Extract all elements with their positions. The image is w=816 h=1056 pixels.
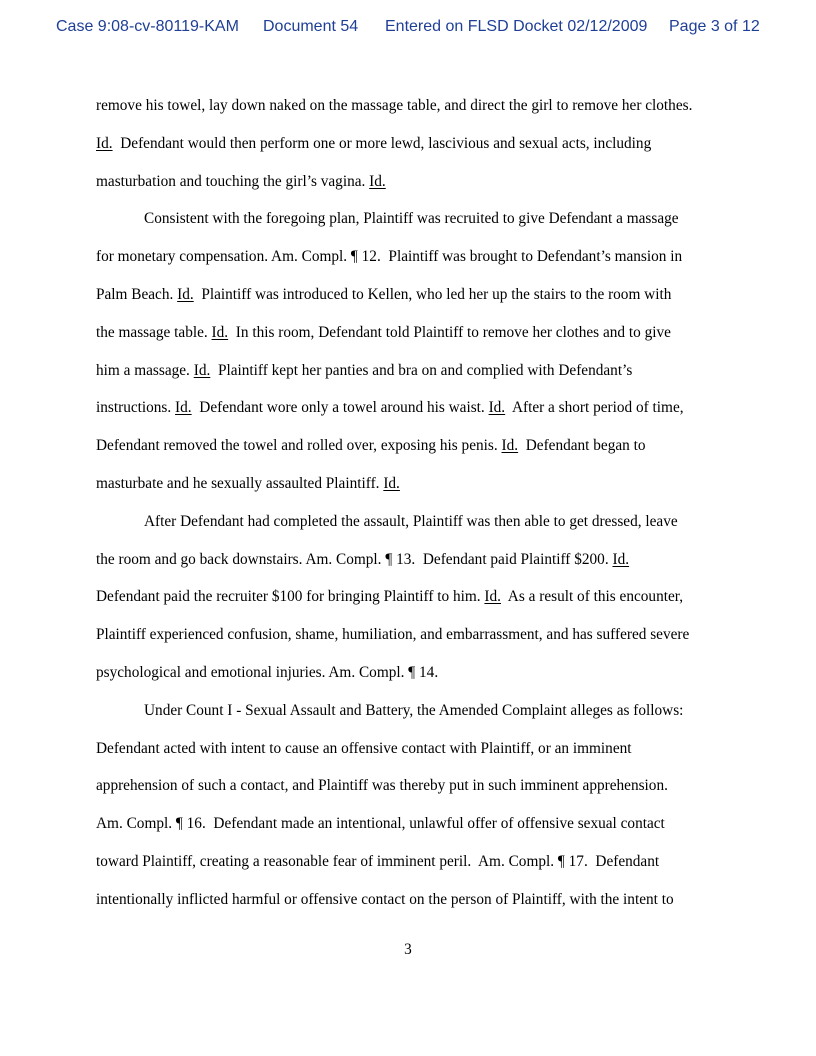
text-line — [96, 200, 721, 238]
text-segment: Am. Compl. ¶ 16. Defendant made an intentional, unlawful offer of offensive sexual contact — [96, 815, 665, 833]
text-segment: the massage table. — [96, 323, 212, 341]
id-citation: Id. — [488, 399, 506, 417]
text-segment: for monetary compensation. Am. Compl. ¶ 12. Plaintiff was brought to Defendant’s mansion in — [96, 248, 683, 266]
text-segment: psychological and emotional injuries. Am. Compl. ¶ 14. — [96, 663, 439, 681]
case-number: Case 9:08-cv-80119-KAM — [56, 18, 239, 35]
text-line — [96, 163, 721, 201]
text-line — [96, 389, 721, 427]
text-line — [96, 730, 721, 768]
text-segment: Defendant paid the recruiter $100 for bringing Plaintiff to him. — [96, 588, 485, 606]
text-segment: Defendant began to — [518, 437, 646, 455]
text-line — [96, 843, 721, 881]
id-citation: Id. — [193, 361, 211, 379]
text-segment: Consistent with the foregoing plan, Plaintiff was recruited to give Defendant a massage — [144, 210, 679, 228]
text-segment: masturbation and touching the girl’s vagina. — [96, 172, 370, 190]
text-segment: Under Count I - Sexual Assault and Battery, the Amended Complaint alleges as follows: — [144, 701, 684, 719]
text-line — [96, 125, 721, 163]
text-line — [96, 87, 721, 125]
id-citation: Id. — [484, 588, 501, 606]
text-line — [96, 314, 721, 352]
text-line — [96, 881, 721, 919]
page-number: 3 — [404, 941, 412, 958]
text-segment: toward Plaintiff, creating a reasonable fear of imminent peril. Am. Compl. ¶ 17. Defendant — [96, 852, 660, 870]
document-body — [96, 87, 721, 919]
id-citation: Id. — [369, 172, 386, 190]
text-line — [96, 427, 721, 465]
text-segment: Plaintiff kept her panties and bra on and complied with Defendant’s — [210, 361, 633, 379]
text-segment: Palm Beach. — [96, 285, 178, 303]
text-segment: masturbate and he sexually assaulted Plaintiff. — [96, 474, 384, 492]
text-segment: Defendant would then perform one or more lewd, lascivious and sexual acts, including — [112, 134, 652, 152]
text-segment: remove his towel, lay down naked on the massage table, and direct the girl to remove her clothes. — [96, 97, 693, 114]
text-line — [96, 616, 721, 654]
page-count: Page 3 of 12 — [669, 18, 760, 35]
text-line — [96, 352, 721, 390]
text-line — [96, 805, 721, 843]
text-segment: After Defendant had completed the assault, Plaintiff was then able to get dressed, leave — [144, 512, 678, 530]
docket-header — [0, 16, 816, 40]
text-line — [96, 767, 721, 805]
id-citation: Id. — [383, 474, 400, 492]
text-line — [96, 465, 721, 503]
id-citation: Id. — [177, 285, 194, 303]
text-segment: In this room, Defendant told Plaintiff to remove her clothes and to give — [228, 323, 671, 341]
text-line — [96, 238, 721, 276]
text-line — [96, 276, 721, 314]
entered-date: Entered on FLSD Docket 02/12/2009 — [385, 18, 648, 35]
id-citation: Id. — [96, 134, 113, 152]
text-segment: him a massage. — [96, 361, 194, 379]
text-line — [96, 692, 721, 730]
text-segment: intentionally inflicted harmful or offensive contact on the person of Plaintiff, with the intent to — [96, 890, 674, 908]
text-segment: the room and go back downstairs. Am. Compl. ¶ 13. Defendant paid Plaintiff $200. — [96, 550, 613, 568]
text-line — [96, 578, 721, 616]
id-citation: Id. — [612, 550, 630, 568]
text-segment: Plaintiff experienced confusion, shame, humiliation, and embarrassment, and has suffered severe — [96, 626, 690, 644]
text-segment: instructions. — [96, 399, 176, 417]
text-line — [96, 503, 721, 541]
id-citation: Id. — [211, 323, 229, 341]
id-citation: Id. — [501, 437, 519, 455]
text-segment: As a result of this encounter, — [501, 588, 684, 606]
text-line — [96, 654, 721, 692]
text-segment: After a short period of time, — [505, 399, 684, 417]
text-segment: apprehension of such a contact, and Plaintiff was thereby put in such imminent apprehension. — [96, 777, 668, 795]
text-segment: Defendant removed the towel and rolled over, exposing his penis. — [96, 437, 502, 455]
document-number: Document 54 — [263, 18, 359, 35]
text-segment: Defendant acted with intent to cause an offensive contact with Plaintiff, or an imminent — [96, 739, 632, 757]
text-line — [96, 541, 721, 579]
text-segment: Defendant wore only a towel around his waist. — [191, 399, 489, 417]
id-citation: Id. — [175, 399, 192, 417]
text-segment: Plaintiff was introduced to Kellen, who led her up the stairs to the room with — [193, 285, 672, 303]
